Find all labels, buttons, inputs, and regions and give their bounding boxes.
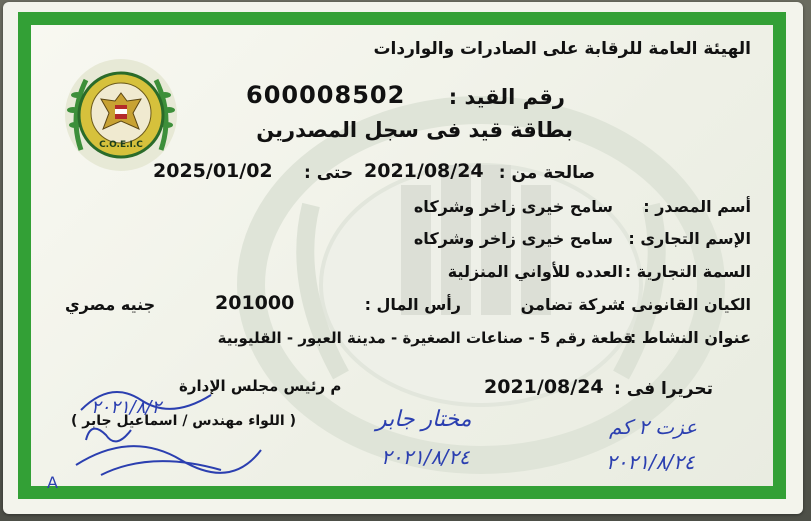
issued-on-date: 2021/08/24 xyxy=(484,376,604,398)
handwritten-date-2: ٢٠٢١/٨/٢٤ xyxy=(606,450,695,474)
signature-icon xyxy=(61,370,271,490)
handwritten-note-2: عزت ٢ كم xyxy=(609,415,698,439)
exporter-name-label: أسم المصدر : xyxy=(643,197,751,216)
legal-entity-label: الكيان القانونى : xyxy=(619,295,751,314)
green-border-frame xyxy=(18,12,786,499)
trademark-value: العدده للأواني المنزلية xyxy=(447,262,623,281)
handwritten-date-1: ٢٠٢١/٨/٢٤ xyxy=(381,445,470,469)
handwritten-left: ٢٠٢١/٨/٢ xyxy=(91,397,162,418)
valid-from-date: 2021/08/24 xyxy=(364,160,484,182)
registration-number: 600008502 xyxy=(246,81,406,109)
registration-label: رقم القيد : xyxy=(448,85,565,109)
handwritten-note: مختار جابر xyxy=(376,407,472,432)
card-title: بطاقة قيد فى سجل المصدرين xyxy=(256,118,573,142)
trademark-label: السمة التجارية : xyxy=(624,262,751,281)
seal-icon xyxy=(61,55,181,175)
legal-entity-value: شركة تضامن xyxy=(520,295,623,314)
valid-from-label: صالحة من : xyxy=(498,163,595,183)
exporter-name-value: سامح خيرى زاخر وشركاه xyxy=(413,197,613,216)
corner-mark: A xyxy=(47,473,58,492)
authority-name: الهيئة العامة للرقابة على الصادرات والواردات xyxy=(373,39,751,59)
capital-label: رأس المال : xyxy=(364,295,461,314)
activity-address-label: عنوان النشاط : xyxy=(629,328,751,347)
currency: جنيه مصري xyxy=(65,295,156,314)
chairman-name: ( اللواء مهندس / اسماعيل جابر ) xyxy=(71,413,296,429)
valid-until-date: 2025/01/02 xyxy=(153,160,273,182)
activity-address-value: قطعة رقم 5 - صناعات الصغيرة - مدينة العبور - القليوبية xyxy=(217,329,633,347)
valid-until-label: حتى : xyxy=(304,163,354,183)
registration-card xyxy=(3,2,803,514)
issued-on-label: تحريرا فى : xyxy=(614,379,713,399)
trade-name-label: الإسم التجارى : xyxy=(628,229,751,248)
trade-name-value: سامح خيرى زاخر وشركاه xyxy=(413,229,613,248)
capital-value: 201000 xyxy=(215,292,295,314)
seal-text: C.O.E.I.C xyxy=(99,140,143,150)
chairman-title: م رئيس مجلس الإدارة xyxy=(179,377,342,395)
